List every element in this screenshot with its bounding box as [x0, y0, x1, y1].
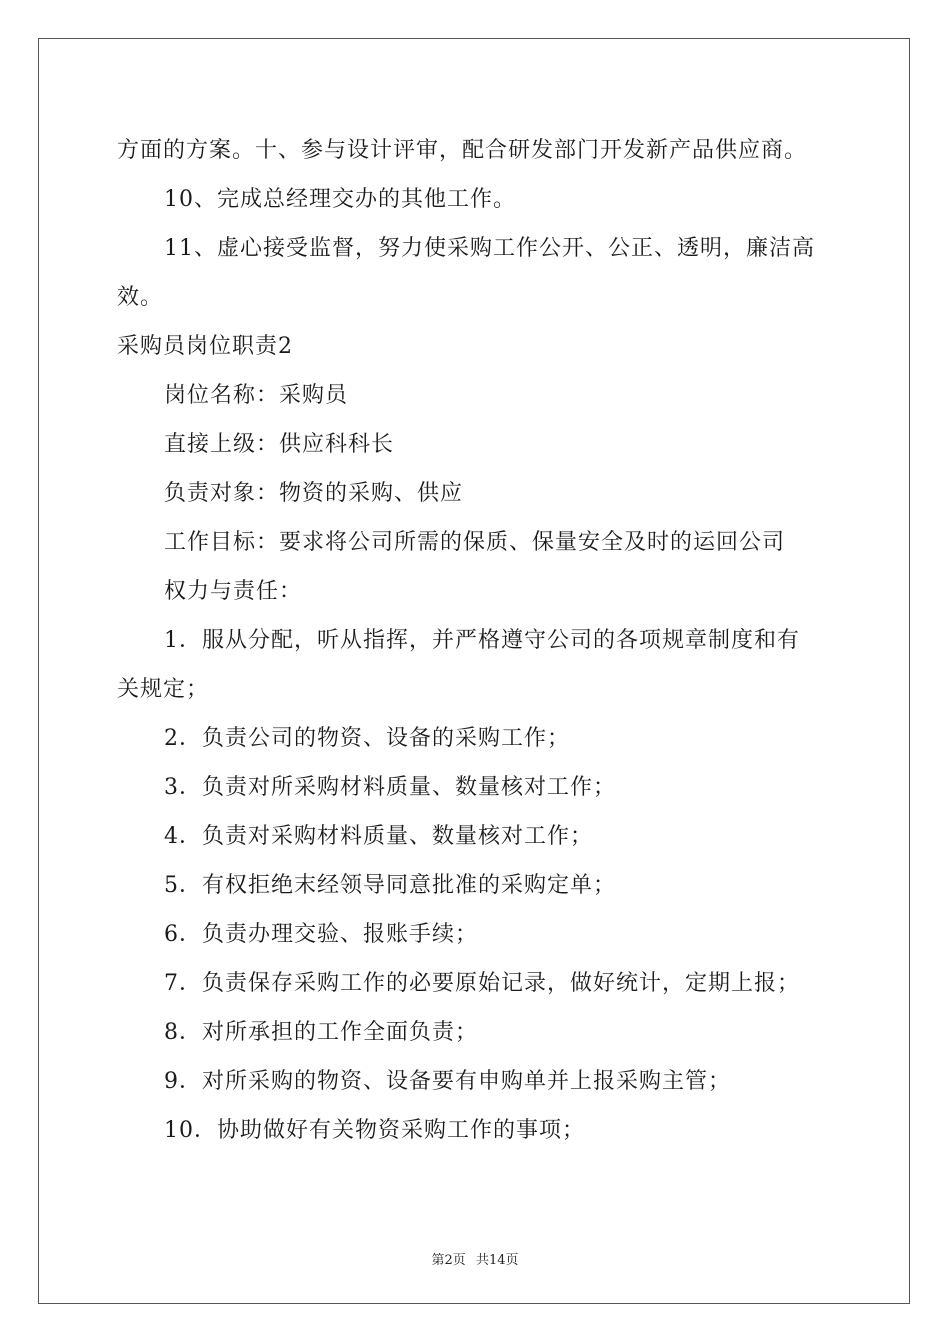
text-line: 4．负责对采购材料质量、数量核对工作；: [164, 824, 593, 849]
page-number: 第2页: [431, 1253, 466, 1268]
text-line: 方面的方案。十、参与设计评审，配合研发部门开发新产品供应商。: [117, 138, 808, 163]
text-line: 采购员岗位职责2: [117, 334, 293, 359]
text-line: 3．负责对所采购材料质量、数量核对工作；: [164, 775, 616, 800]
page-footer: [0, 1249, 950, 1268]
text-line: 负责对象：物资的采购、供应: [164, 481, 464, 506]
document-body: [117, 126, 837, 1155]
text-line: 9．对所采购的物资、设备要有申购单并上报采购主管；: [164, 1069, 731, 1094]
text-line: 8．对所承担的工作全面负责；: [164, 1020, 478, 1045]
text-line: 效。: [117, 285, 164, 310]
text-line: 10．协助做好有关物资采购工作的事项；: [164, 1118, 585, 1143]
text-line: 2．负责公司的物资、设备的采购工作；: [164, 726, 570, 751]
text-line: 权力与责任：: [164, 579, 303, 604]
page-total: 共14页: [475, 1253, 519, 1268]
text-line: 工作目标：要求将公司所需的保质、保量安全及时的运回公司: [164, 530, 786, 555]
text-line: 直接上级：供应科科长: [164, 432, 395, 457]
text-line: 关规定；: [117, 677, 210, 702]
text-line: 7．负责保存采购工作的必要原始记录，做好统计，定期上报；: [164, 971, 800, 996]
text-line: 6．负责办理交验、报账手续；: [164, 922, 478, 947]
text-line: 岗位名称：采购员: [164, 383, 349, 408]
text-line: 1．服从分配，听从指挥，并严格遵守公司的各项规章制度和有: [164, 628, 800, 653]
text-line: 10、完成总经理交办的其他工作。: [164, 187, 516, 212]
text-line: 11、虚心接受监督，努力使采购工作公开、公正、透明，廉洁高: [164, 236, 815, 261]
text-line: 5．有权拒绝末经领导同意批准的采购定单；: [164, 873, 616, 898]
